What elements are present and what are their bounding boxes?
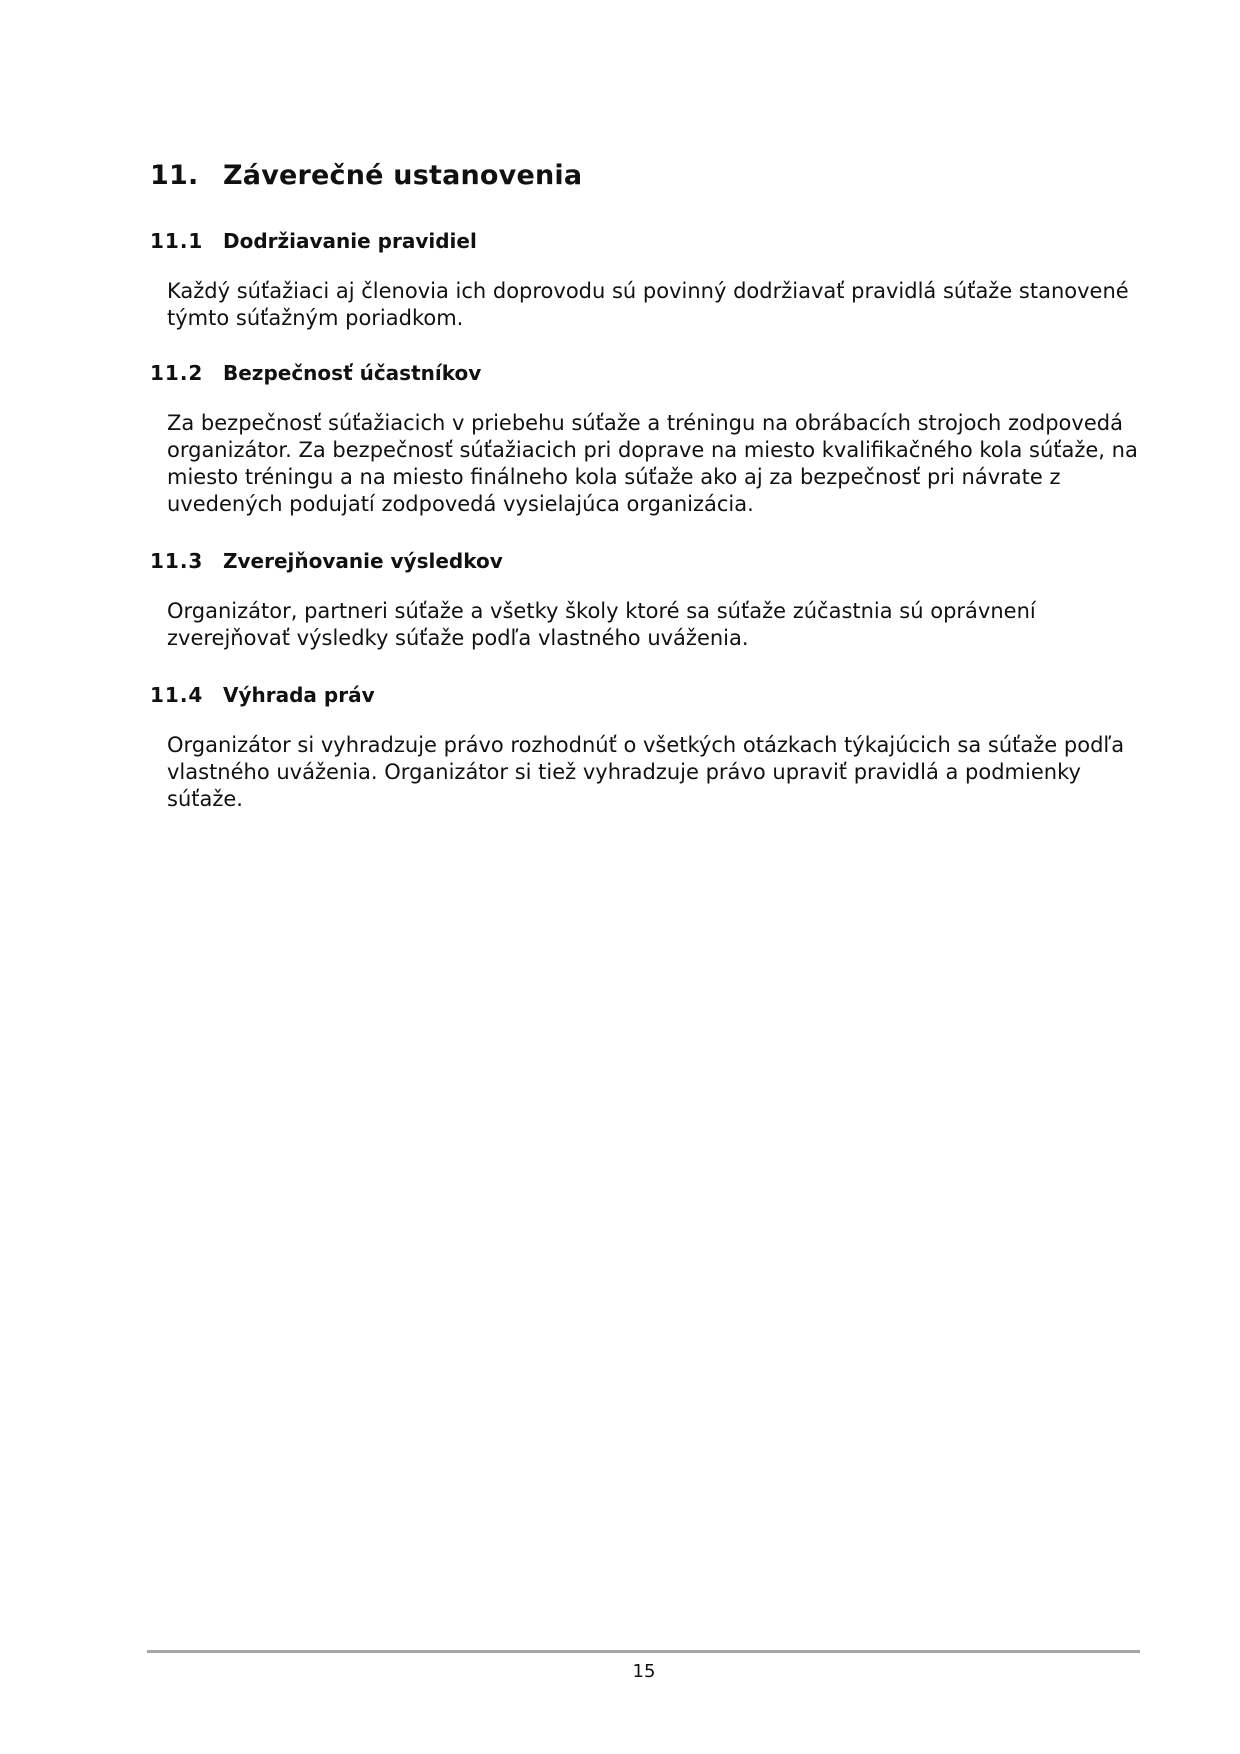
section-title: Zverejňovanie výsledkov [223,549,503,573]
chapter-number: 11. [150,160,199,191]
section-11-4 [150,682,1150,813]
section-paragraph: Za bezpečnosť súťažiacich v priebehu súťaže a tréningu na obrábacích strojoch zodpovedá organizátor. Za bezpečnosť súťažiacich pri doprave na miesto kvalifikačného kola súťaže, na miesto tréningu a na miesto finálneho kola súťaže ako aj za bezpečnosť pri návrate z uvedených podujatí zodpovedá vysielajúca organizácia. [167,411,1138,516]
chapter-title: Záverečné ustanovenia [223,160,583,191]
section-11-3 [150,548,1150,652]
section-paragraph: Organizátor, partneri súťaže a všetky školy ktoré sa súťaže zúčastnia sú oprávnení zverejňovať výsledky súťaže podľa vlastného uváženia. [167,599,1036,650]
footer-divider [147,1650,1140,1653]
section-heading [150,682,1150,708]
page-number: 15 [632,1661,656,1682]
section-11-1 [150,228,1150,332]
section-11-2 [150,360,1150,518]
chapter-heading [150,160,582,191]
section-title: Výhrada práv [223,683,375,707]
section-title: Dodržiavanie pravidiel [223,229,477,253]
section-title: Bezpečnosť účastníkov [223,361,482,385]
section-number: 11.3 [150,549,204,573]
section-number: 11.2 [150,361,204,385]
section-paragraph: Každý súťažiaci aj členovia ich doprovodu sú povinný dodržiavať pravidlá súťaže stanovené týmto súťažným poriadkom. [167,279,1129,330]
section-heading [150,360,1150,386]
section-paragraph: Organizátor si vyhradzuje právo rozhodnúť o všetkých otázkach týkajúcich sa súťaže podľa vlastného uváženia. Organizátor si tiež vyhradzuje právo upraviť pravidlá a podmienky súťaže. [167,733,1125,811]
section-heading [150,228,1150,254]
section-number: 11.1 [150,229,204,253]
section-heading [150,548,1150,574]
section-number: 11.4 [150,683,204,707]
